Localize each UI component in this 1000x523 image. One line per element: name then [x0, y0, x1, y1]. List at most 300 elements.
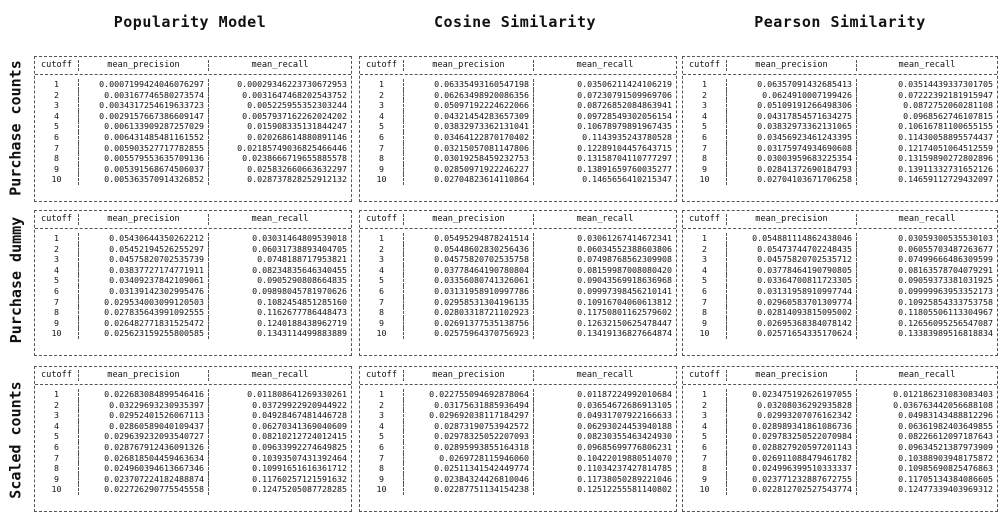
precision-cell: 0.02960583701309774	[727, 297, 857, 308]
cutoff-cell: 7	[360, 453, 404, 464]
recall-cell: 0.1082454851285160	[257, 296, 347, 307]
table-row	[683, 442, 997, 453]
header-cutoff: cutoff	[683, 370, 727, 381]
table-row	[683, 463, 997, 474]
precision-cell: 0.028989341861086736	[727, 421, 857, 432]
precision-cell: 0.022755094692878064	[404, 389, 534, 400]
table-row	[360, 233, 676, 244]
table-row	[683, 328, 997, 339]
recall-cell: 0.08159987008080420	[577, 264, 672, 275]
recall-cell: 0.10616781100655155	[898, 121, 993, 132]
cutoff-cell: 9	[683, 474, 727, 485]
table-row	[683, 132, 997, 143]
precision-cell: 0.02841372690184793	[727, 164, 857, 175]
recall-cell: 0.08234835646340455	[252, 264, 347, 275]
precision-cell: 0.005391568674506037	[79, 164, 209, 175]
precision-cell: 0.029639232093540727	[79, 431, 209, 442]
table-row	[360, 463, 676, 474]
column-title-pearson: Pearson Similarity	[754, 13, 926, 31]
table-row	[683, 410, 997, 421]
cutoff-cell: 2	[35, 400, 79, 411]
recall-cell: 0.09898045781970626	[252, 285, 347, 296]
recall-cell: 0.09633992274649825	[252, 441, 347, 452]
precision-cell: 0.029534003099120503	[79, 297, 209, 308]
cutoff-cell: 5	[35, 275, 79, 286]
table-row	[360, 431, 676, 442]
table-row	[683, 474, 997, 485]
recall-cell: 0.0872752060281108	[903, 100, 993, 111]
recall-cell: 0.06293024453940188	[577, 420, 672, 431]
recall-cell: 0.06034552388603806	[577, 243, 672, 254]
table-row	[360, 111, 676, 122]
recall-cell: 0.1143935243780528	[582, 131, 672, 142]
precision-cell: 0.02850971922246227	[404, 164, 534, 175]
precision-cell: 0.022726290775545558	[79, 484, 209, 495]
row-title-purchase-dummy: Purchase dummy	[7, 216, 25, 344]
cutoff-cell: 7	[35, 297, 79, 308]
table-row	[683, 121, 997, 132]
column-title-cosine: Cosine Similarity	[433, 13, 597, 31]
precision-cell: 0.04575820702535758	[404, 254, 534, 265]
table-row	[683, 265, 997, 276]
table-row	[360, 275, 676, 286]
table-row	[360, 143, 676, 154]
precision-cell: 0.0269728115946060	[404, 453, 534, 464]
results-table-purchase-dummy-cosine	[359, 210, 677, 356]
table-row	[35, 111, 351, 122]
table-row	[35, 143, 351, 154]
precision-cell: 0.03019258459232753	[404, 153, 534, 164]
table-row	[360, 286, 676, 297]
cutoff-cell: 1	[35, 233, 79, 244]
cutoff-cell: 1	[683, 389, 727, 400]
precision-cell: 0.06335493160547198	[404, 79, 534, 90]
recall-cell: 0.07222392181915947	[898, 89, 993, 100]
table-header	[35, 57, 351, 75]
cutoff-cell: 8	[683, 153, 727, 164]
table-row	[35, 153, 351, 164]
precision-cell: 0.02958531304196135	[404, 297, 534, 308]
recall-cell: 0.08210212724012415	[252, 431, 347, 442]
cutoff-cell: 8	[360, 463, 404, 474]
recall-cell: 0.03729922920944922	[252, 399, 347, 410]
table-row	[35, 421, 351, 432]
table-row	[360, 164, 676, 175]
header-mean-precision: mean_precision	[404, 214, 534, 225]
recall-cell: 0.13159890272802896	[898, 153, 993, 164]
header-mean-precision: mean_precision	[79, 214, 209, 225]
recall-cell: 0.11738050289221046	[577, 473, 672, 484]
recall-cell: 0.11760257121591632	[252, 473, 347, 484]
cutoff-cell: 2	[35, 244, 79, 255]
cutoff-cell: 9	[35, 474, 79, 485]
precision-cell: 0.003167746580273574	[79, 90, 209, 101]
precision-cell: 0.02860589040109437	[79, 421, 209, 432]
results-table-purchase-counts-popularity	[34, 56, 352, 202]
recall-cell: 0.06031738893404705	[252, 243, 347, 254]
precision-cell: 0.03175631885936494	[404, 400, 534, 411]
table-row	[360, 474, 676, 485]
recall-cell: 0.012186231083083403	[893, 389, 993, 399]
precision-cell: 0.02691377535138756	[404, 318, 534, 329]
cutoff-cell: 2	[360, 244, 404, 255]
recall-cell: 0.0968562746107815	[903, 110, 993, 121]
recall-cell: 0.00029346223730672953	[237, 79, 347, 89]
cutoff-cell: 7	[683, 143, 727, 154]
recall-cell: 0.01187224992010684	[577, 389, 672, 399]
table-row	[360, 90, 676, 101]
recall-cell: 0.028737828252912132	[247, 174, 347, 185]
precision-cell: 0.006133909287257029	[79, 121, 209, 132]
precision-cell: 0.05452194526255297	[79, 244, 209, 255]
recall-cell: 0.015908335131844247	[247, 121, 347, 132]
precision-cell: 0.005903527717782855	[79, 143, 209, 154]
precision-cell: 0.03837727174771911	[79, 265, 209, 276]
cutoff-cell: 7	[360, 297, 404, 308]
recall-cell: 0.005225955352303244	[247, 100, 347, 111]
precision-cell: 0.03131958910997744	[727, 286, 857, 297]
cutoff-cell: 2	[360, 400, 404, 411]
table-header	[360, 367, 676, 385]
table-row	[35, 453, 351, 464]
cutoff-cell: 4	[35, 265, 79, 276]
table-header	[35, 211, 351, 229]
table-row	[360, 307, 676, 318]
table-row	[683, 453, 997, 464]
header-mean-recall: mean_recall	[898, 60, 956, 71]
precision-cell: 0.05473744702248435	[727, 244, 857, 255]
cutoff-cell: 8	[683, 463, 727, 474]
precision-cell: 0.05448602830256436	[404, 244, 534, 255]
cutoff-cell: 7	[360, 143, 404, 154]
precision-cell: 0.0029157667386609147	[79, 111, 209, 122]
header-cutoff: cutoff	[683, 214, 727, 225]
cutoff-cell: 9	[35, 318, 79, 329]
cutoff-cell: 5	[35, 431, 79, 442]
cutoff-cell: 4	[360, 421, 404, 432]
precision-cell: 0.05495294878241514	[404, 233, 534, 244]
cutoff-cell: 3	[360, 100, 404, 111]
header-cutoff: cutoff	[683, 60, 727, 71]
table-row	[683, 174, 997, 185]
results-table-scaled-counts-pearson	[682, 366, 998, 512]
table-row	[35, 265, 351, 276]
table-row	[360, 318, 676, 329]
cutoff-cell: 10	[683, 174, 727, 185]
cutoff-cell: 6	[35, 286, 79, 297]
cutoff-cell: 3	[683, 410, 727, 421]
cutoff-cell: 2	[683, 90, 727, 101]
precision-cell: 0.04575820702535712	[727, 254, 857, 265]
results-table-purchase-dummy-popularity	[34, 210, 352, 356]
recall-cell: 0.10422019880514070	[577, 452, 672, 463]
recall-cell: 0.011808641269330261	[247, 389, 347, 399]
recall-cell: 0.10678979891967435	[577, 121, 672, 132]
header-mean-recall: mean_recall	[251, 370, 309, 381]
precision-cell: 0.0007199424046076297	[79, 79, 209, 90]
recall-cell: 0.12632150625478447	[577, 317, 672, 328]
recall-cell: 0.07499666486309599	[898, 254, 993, 265]
cutoff-cell: 4	[35, 421, 79, 432]
table-row	[683, 90, 997, 101]
table-row	[35, 307, 351, 318]
recall-cell: 0.12174051064512559	[898, 142, 993, 153]
precision-cell: 0.03832973362131065	[727, 121, 857, 132]
recall-cell: 0.08163578704079291	[898, 264, 993, 275]
header-mean-precision: mean_precision	[727, 60, 857, 71]
recall-cell: 0.020268614880891146	[247, 131, 347, 142]
cutoff-cell: 1	[360, 79, 404, 90]
table-row	[360, 400, 676, 411]
table-row	[35, 297, 351, 308]
cutoff-cell: 3	[683, 100, 727, 111]
precision-cell: 0.025623159255800585	[79, 328, 209, 339]
table-row	[35, 121, 351, 132]
table-row	[683, 400, 997, 411]
table-row	[35, 90, 351, 101]
cutoff-cell: 4	[683, 265, 727, 276]
table-row	[360, 389, 676, 400]
cutoff-cell: 4	[683, 111, 727, 122]
column-title-popularity: Popularity Model	[113, 13, 267, 31]
recall-cell: 0.09728549302056154	[577, 110, 672, 121]
table-row	[35, 389, 351, 400]
precision-cell: 0.029783250522070984	[727, 431, 857, 442]
precision-cell: 0.05097192224622066	[404, 100, 534, 111]
recall-cell: 0.14659112729432097	[898, 174, 993, 185]
table-row	[35, 318, 351, 329]
precision-cell: 0.03003959683225354	[727, 153, 857, 164]
precision-cell: 0.02287751134154238	[404, 484, 534, 495]
table-row	[35, 233, 351, 244]
cutoff-cell: 10	[35, 328, 79, 339]
precision-cell: 0.03832973362131041	[404, 121, 534, 132]
recall-cell: 0.09634521387973909	[898, 441, 993, 452]
header-mean-recall: mean_recall	[898, 214, 956, 225]
precision-cell: 0.04321454283657309	[404, 111, 534, 122]
table-row	[683, 244, 997, 255]
cutoff-cell: 10	[360, 174, 404, 185]
recall-cell: 0.08726852084863941	[577, 100, 672, 111]
cutoff-cell: 7	[35, 143, 79, 154]
cutoff-cell: 4	[360, 265, 404, 276]
recall-cell: 0.0031647468202543752	[242, 89, 347, 100]
header-mean-recall: mean_recall	[898, 370, 956, 381]
table-row	[35, 174, 351, 185]
cutoff-cell: 10	[35, 174, 79, 185]
header-mean-precision: mean_precision	[79, 370, 209, 381]
table-row	[683, 389, 997, 400]
precision-cell: 0.02873190753942572	[404, 421, 534, 432]
row-title-scaled-counts: Scaled counts	[7, 381, 25, 499]
table-row	[683, 111, 997, 122]
precision-cell: 0.02895993855164318	[404, 442, 534, 453]
precision-cell: 0.02803318721102923	[404, 307, 534, 318]
recall-cell: 0.09999963953352173	[898, 285, 993, 296]
cutoff-cell: 4	[360, 111, 404, 122]
precision-cell: 0.03456923461243395	[727, 132, 857, 143]
cutoff-cell: 6	[683, 286, 727, 297]
results-table-scaled-counts-popularity	[34, 366, 352, 512]
precision-cell: 0.02704823614110864	[404, 174, 534, 185]
table-row	[683, 421, 997, 432]
table-row	[683, 307, 997, 318]
cutoff-cell: 7	[683, 297, 727, 308]
cutoff-cell: 8	[360, 153, 404, 164]
header-cutoff: cutoff	[360, 214, 404, 225]
table-row	[360, 410, 676, 421]
recall-cell: 0.0057937162262024202	[242, 110, 347, 121]
cutoff-cell: 10	[35, 484, 79, 495]
table-row	[35, 164, 351, 175]
cutoff-cell: 4	[683, 421, 727, 432]
precision-cell: 0.03356080741326061	[404, 275, 534, 286]
recall-cell: 0.1465656410215347	[582, 174, 672, 185]
header-mean-precision: mean_precision	[404, 60, 534, 71]
table-row	[360, 453, 676, 464]
precision-cell: 0.023707224182488874	[79, 474, 209, 485]
cutoff-cell: 6	[683, 132, 727, 143]
table-row	[35, 254, 351, 265]
cutoff-cell: 8	[35, 307, 79, 318]
precision-cell: 0.04575820702535739	[79, 254, 209, 265]
precision-cell: 0.0034317254619633723	[79, 100, 209, 111]
table-header	[360, 211, 676, 229]
table-row	[360, 297, 676, 308]
table-row	[35, 132, 351, 143]
recall-cell: 0.0748188717953821	[257, 254, 347, 265]
cutoff-cell: 10	[683, 328, 727, 339]
precision-cell: 0.05430644350262212	[79, 233, 209, 244]
table-row	[35, 275, 351, 286]
precision-cell: 0.02511341542449774	[404, 463, 534, 474]
cutoff-cell: 1	[35, 389, 79, 400]
table-row	[35, 100, 351, 111]
cutoff-cell: 1	[35, 79, 79, 90]
precision-cell: 0.005579553635709136	[79, 153, 209, 164]
recall-cell: 0.03061267414672341	[577, 233, 672, 243]
table-row	[360, 442, 676, 453]
cutoff-cell: 9	[360, 318, 404, 329]
recall-cell: 0.03654672686913105	[577, 399, 672, 410]
recall-cell: 0.03031464809539018	[252, 233, 347, 243]
table-row	[683, 484, 997, 495]
cutoff-cell: 8	[683, 307, 727, 318]
recall-cell: 0.03059300535530103	[898, 233, 993, 243]
precision-cell: 0.022683084899546416	[79, 389, 209, 400]
cutoff-cell: 3	[35, 254, 79, 265]
precision-cell: 0.03409237842109061	[79, 275, 209, 286]
precision-cell: 0.005363570914326852	[79, 174, 209, 185]
recall-cell: 0.10916704060613812	[577, 296, 672, 307]
cutoff-cell: 6	[360, 286, 404, 297]
recall-cell: 0.1240188438962719	[257, 317, 347, 328]
results-table-purchase-counts-pearson	[682, 56, 998, 202]
table-row	[360, 254, 676, 265]
precision-cell: 0.03215057081147806	[404, 143, 534, 154]
cutoff-cell: 5	[360, 121, 404, 132]
cutoff-cell: 1	[683, 233, 727, 244]
recall-cell: 0.06270341369040609	[252, 420, 347, 431]
cutoff-cell: 5	[683, 275, 727, 286]
table-row	[35, 463, 351, 474]
precision-cell: 0.02695368384078142	[727, 318, 857, 329]
recall-cell: 0.12289104457643715	[577, 142, 672, 153]
cutoff-cell: 3	[35, 410, 79, 421]
precision-cell: 0.029692038117184297	[404, 410, 534, 421]
recall-cell: 0.11750801162579602	[577, 307, 672, 318]
precision-cell: 0.03364700811723305	[727, 275, 857, 286]
precision-cell: 0.023771232887672755	[727, 474, 857, 485]
recall-cell: 0.1162677786448473	[257, 307, 347, 318]
header-cutoff: cutoff	[35, 60, 79, 71]
recall-cell: 0.07498768562309908	[577, 254, 672, 265]
table-header	[683, 57, 997, 75]
cutoff-cell: 9	[683, 318, 727, 329]
precision-cell: 0.04317854571634275	[727, 111, 857, 122]
cutoff-cell: 2	[35, 90, 79, 101]
cutoff-cell: 3	[360, 410, 404, 421]
cutoff-cell: 6	[35, 442, 79, 453]
recall-cell: 0.0905290808664835	[257, 275, 347, 286]
recall-cell: 0.11430058895574437	[898, 131, 993, 142]
recall-cell: 0.03514439337301705	[898, 79, 993, 89]
table-row	[35, 474, 351, 485]
cutoff-cell: 3	[35, 100, 79, 111]
cutoff-cell: 3	[360, 254, 404, 265]
precision-cell: 0.027835643991092555	[79, 307, 209, 318]
header-mean-recall: mean_recall	[251, 214, 309, 225]
cutoff-cell: 9	[683, 164, 727, 175]
recall-cell: 0.08230355463424930	[577, 431, 672, 442]
cutoff-cell: 10	[360, 328, 404, 339]
cutoff-cell: 5	[683, 121, 727, 132]
recall-cell: 0.13383989516818834	[898, 328, 993, 339]
table-row	[35, 244, 351, 255]
recall-cell: 0.04983143488812296	[898, 410, 993, 421]
table-row	[35, 400, 351, 411]
table-row	[360, 174, 676, 185]
cutoff-cell: 8	[35, 153, 79, 164]
precision-cell: 0.03131958910997786	[404, 286, 534, 297]
header-cutoff: cutoff	[360, 370, 404, 381]
recall-cell: 0.13158704110777297	[577, 153, 672, 164]
table-row	[683, 254, 997, 265]
table-row	[35, 410, 351, 421]
cutoff-cell: 10	[683, 484, 727, 495]
precision-cell: 0.054881114862438046	[727, 233, 857, 244]
precision-cell: 0.026818504459463634	[79, 453, 209, 464]
table-row	[683, 143, 997, 154]
table-row	[360, 79, 676, 90]
recall-cell: 0.10388903948175872	[898, 452, 993, 463]
table-row	[35, 286, 351, 297]
precision-cell: 0.0624910007199426	[727, 90, 857, 101]
recall-cell: 0.13891659760035277	[577, 163, 672, 174]
table-header	[683, 367, 997, 385]
table-row	[683, 275, 997, 286]
table-header	[35, 367, 351, 385]
header-cutoff: cutoff	[35, 214, 79, 225]
precision-cell: 0.02571654335170624	[727, 328, 857, 339]
table-row	[35, 328, 351, 339]
cutoff-cell: 6	[35, 132, 79, 143]
table-row	[360, 328, 676, 339]
recall-cell: 0.0238666719655885578	[242, 153, 347, 164]
precision-cell: 0.03229693230935397	[79, 400, 209, 411]
cutoff-cell: 6	[360, 442, 404, 453]
cutoff-cell: 1	[360, 233, 404, 244]
